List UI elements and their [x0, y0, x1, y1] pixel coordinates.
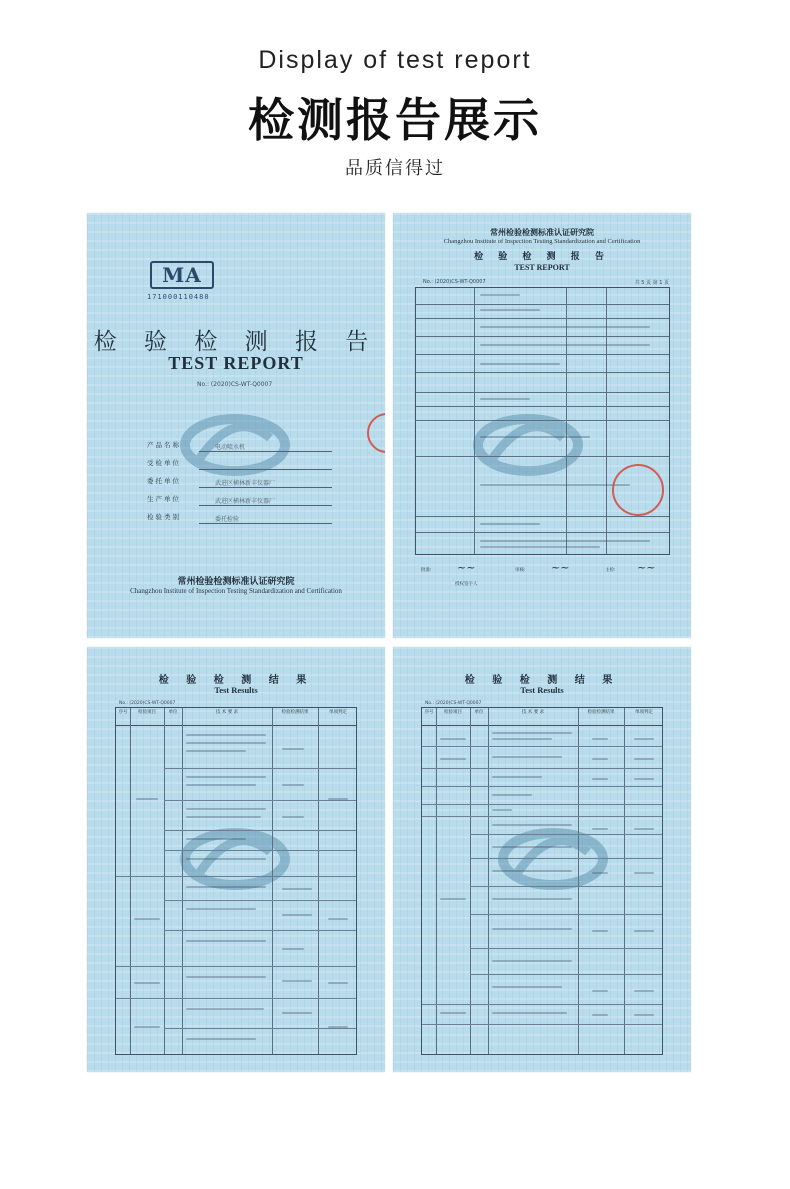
cover-institute-english: Changzhou Institute of Inspection Testing Standardization and Certification [130, 587, 342, 595]
header-cell: 检验检测结果 [587, 710, 615, 715]
field-label: 产品名称 [147, 441, 181, 449]
inspector-label: 主检: [605, 568, 616, 573]
cover-field [147, 477, 332, 495]
test-results-page-1 [87, 647, 385, 1072]
results-title-chinese: 检 验 检 测 结 果 [158, 675, 314, 686]
field-value: 武进区横林新丰仪器厂 [215, 480, 276, 487]
cover-title-english: TEST REPORT [168, 353, 304, 373]
header-cell: 单项判定 [329, 710, 347, 715]
results-title-english: Test Results [520, 685, 564, 695]
results-table [421, 707, 663, 1055]
test-results-page-2 [393, 647, 691, 1072]
header-cell: 技 术 要 求 [215, 710, 239, 715]
cover-title-chinese: 检 验 检 测 报 告 [93, 329, 379, 355]
info-report-number: No.: (2020)CS-WT-Q0007 [423, 279, 486, 285]
approver-signature: ~~ [457, 561, 476, 574]
signature-row [415, 559, 670, 589]
report-info-page [393, 213, 691, 638]
approver-label: 批准: [421, 568, 432, 573]
header-cell: 序号 [424, 710, 434, 715]
page-indicator: 共 5 页 第 1 页 [634, 280, 669, 286]
header-cell: 单位 [168, 710, 178, 715]
institute-english: Changzhou Institute of Inspection Testing Standardization and Certification [443, 238, 641, 245]
field-value: 电动喷水机 [215, 444, 246, 451]
cma-number: 171000110480 [147, 293, 210, 301]
field-value: 武进区横林新丰仪器厂 [215, 498, 276, 505]
red-seal [367, 413, 385, 453]
header-cell: 检验项目 [444, 710, 462, 715]
results-header-row [422, 708, 662, 726]
results-title-chinese: 检 验 检 测 结 果 [464, 675, 620, 686]
cover-field [147, 513, 332, 531]
info-table [415, 287, 670, 555]
cover-report-number: No.: (2020)CS-WT-Q0007 [197, 381, 273, 388]
signatory-label: 授权签字人 [455, 582, 478, 587]
header-cell: 序号 [118, 710, 128, 715]
cover-institute-chinese: 常州检验检测标准认证研究院 [177, 577, 295, 587]
results-title-english: Test Results [214, 685, 258, 695]
cover-field [147, 459, 332, 477]
cover-field [147, 495, 332, 513]
field-label: 检验类别 [147, 513, 181, 521]
results-report-number: No.: (2020)CS-WT-Q0007 [119, 701, 176, 706]
field-value: 委托检验 [215, 516, 240, 523]
header-cell: 检验项目 [138, 710, 156, 715]
header-cell: 技 术 要 求 [521, 710, 545, 715]
field-label: 生产单位 [147, 495, 181, 503]
title-chinese: 检测报告展示 [248, 93, 542, 147]
report-cover-page [87, 213, 385, 638]
red-seal [612, 464, 664, 516]
cover-fields [147, 441, 332, 531]
results-report-number: No.: (2020)CS-WT-Q0007 [425, 701, 482, 706]
institute-chinese: 常州检验检测标准认证研究院 [490, 228, 594, 237]
cover-field [147, 441, 332, 459]
info-title-english: TEST REPORT [514, 263, 570, 272]
reviewer-signature: ~~ [551, 561, 570, 574]
subtitle: 品质信得过 [345, 158, 445, 179]
header-cell: 单位 [474, 710, 484, 715]
inspector-signature: ~~ [637, 561, 656, 574]
reviewer-label: 审核: [515, 568, 526, 573]
header-cell: 检验检测结果 [281, 710, 309, 715]
results-header-row [116, 708, 356, 726]
info-title-chinese: 检 验 检 测 报 告 [474, 252, 610, 262]
results-table [115, 707, 357, 1055]
field-label: 委托单位 [147, 477, 181, 485]
header-cell: 单项判定 [635, 710, 653, 715]
cma-logo: MA [150, 261, 214, 289]
title-english: Display of test report [258, 46, 532, 74]
field-label: 受检单位 [147, 459, 181, 467]
